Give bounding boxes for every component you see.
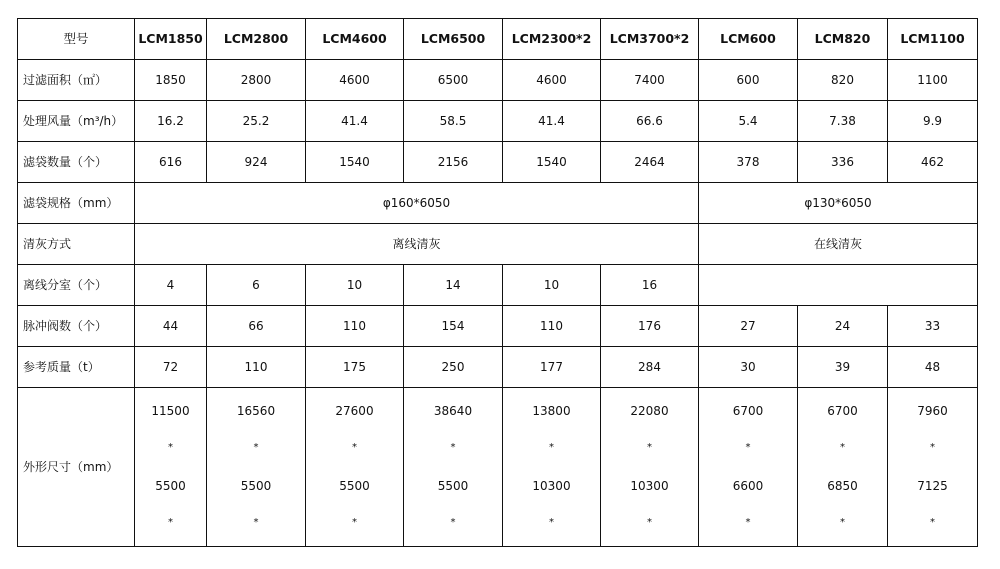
dimension-width: 10300 (630, 478, 669, 493)
model-cell: LCM3700*2 (601, 19, 699, 60)
table-cell: 175 (306, 347, 404, 388)
dimension-length: 6700 (732, 404, 764, 418)
dimension-separator: * (549, 442, 554, 454)
dimension-length: 13800 (532, 404, 571, 418)
spec-table (17, 18, 978, 547)
table-cell: 1100 (888, 60, 978, 101)
dimension-separator: * (450, 442, 456, 454)
table-cell: 6 (207, 265, 306, 306)
table-cell: 30 (699, 347, 798, 388)
table-cell: 176 (601, 306, 699, 347)
merged-cell: φ160*6050 (135, 183, 699, 224)
dimension-cell (888, 388, 978, 547)
row-label: 处理风量（m³/h） (18, 101, 135, 142)
dimension-separator: * (352, 442, 357, 454)
table-cell: 2464 (601, 142, 699, 183)
table-cell: 48 (888, 347, 978, 388)
dimension-separator: * (352, 516, 357, 528)
dimension-separator: * (168, 516, 173, 528)
table-cell: 10 (306, 265, 404, 306)
table-cell: 154 (404, 306, 503, 347)
table-cell: 66 (207, 306, 306, 347)
dimension-cell (699, 388, 798, 547)
model-cell: LCM600 (699, 19, 798, 60)
dimension-separator: * (840, 442, 845, 454)
table-cell: 44 (135, 306, 207, 347)
table-cell: 177 (503, 347, 601, 388)
dimension-width: 6850 (827, 478, 858, 493)
table-cell: 462 (888, 142, 978, 183)
dimension-separator: * (647, 516, 652, 528)
dimension-length: 38640 (433, 404, 473, 418)
row-label: 滤袋数量（个） (18, 142, 135, 183)
dimension-width: 10300 (532, 478, 571, 493)
table-cell: 2156 (404, 142, 503, 183)
table-cell: 7.38 (798, 101, 888, 142)
table-cell: 6500 (404, 60, 503, 101)
header-label: 型号 (18, 19, 135, 60)
dimension-length: 22080 (630, 404, 669, 418)
table-cell: 378 (699, 142, 798, 183)
dimension-length: 16560 (236, 404, 276, 418)
table-cell: 4 (135, 265, 207, 306)
dimension-cell (798, 388, 888, 547)
table-cell: 16.2 (135, 101, 207, 142)
dimension-separator: * (930, 516, 935, 528)
table-cell: 110 (306, 306, 404, 347)
table-cell: 820 (798, 60, 888, 101)
dimension-cell (503, 388, 601, 547)
dimension-separator: * (168, 442, 173, 454)
table-row (18, 224, 978, 265)
dimension-length: 7960 (917, 404, 948, 418)
table-row (18, 265, 978, 306)
table-row (18, 388, 978, 547)
table-cell: 33 (888, 306, 978, 347)
table-cell: 10 (503, 265, 601, 306)
table-cell: 24 (798, 306, 888, 347)
row-label: 离线分室（个） (18, 265, 135, 306)
dimension-separator: * (840, 516, 845, 528)
dimension-length: 27600 (335, 404, 374, 418)
model-cell: LCM4600 (306, 19, 404, 60)
model-cell: LCM820 (798, 19, 888, 60)
dimension-separator: * (930, 442, 935, 454)
dimension-cell (404, 388, 503, 547)
row-label: 滤袋规格（mm） (18, 183, 135, 224)
empty-cell (699, 265, 978, 306)
row-label: 清灰方式 (18, 224, 135, 265)
dimension-length: 11500 (151, 404, 190, 418)
table-cell: 1540 (503, 142, 601, 183)
dimension-width: 5500 (437, 478, 469, 493)
table-cell: 39 (798, 347, 888, 388)
table-cell: 14 (404, 265, 503, 306)
table-cell: 41.4 (503, 101, 601, 142)
table-row (18, 183, 978, 224)
table-cell: 250 (404, 347, 503, 388)
table-cell: 72 (135, 347, 207, 388)
dimension-cell (601, 388, 699, 547)
table-cell: 110 (503, 306, 601, 347)
dimension-width: 5500 (240, 478, 272, 493)
table-cell: 58.5 (404, 101, 503, 142)
dimension-separator: * (450, 516, 456, 528)
dimension-width: 5500 (155, 478, 186, 493)
table-row (18, 142, 978, 183)
table-cell: 284 (601, 347, 699, 388)
model-cell: LCM1850 (135, 19, 207, 60)
table-cell: 924 (207, 142, 306, 183)
dimension-cell (207, 388, 306, 547)
dimension-separator: * (745, 442, 751, 454)
table-cell: 336 (798, 142, 888, 183)
table-cell: 25.2 (207, 101, 306, 142)
row-label: 脉冲阀数（个） (18, 306, 135, 347)
dimension-separator: * (549, 516, 554, 528)
table-cell: 1540 (306, 142, 404, 183)
dimension-width: 5500 (339, 478, 370, 493)
table-cell: 616 (135, 142, 207, 183)
dimension-cell (135, 388, 207, 547)
table-cell: 41.4 (306, 101, 404, 142)
dimension-separator: * (253, 516, 259, 528)
row-label: 参考质量（t） (18, 347, 135, 388)
table-cell: 27 (699, 306, 798, 347)
dimension-width: 7125 (917, 478, 948, 493)
table-cell: 4600 (503, 60, 601, 101)
table-cell: 110 (207, 347, 306, 388)
table-row (18, 306, 978, 347)
dimension-separator: * (253, 442, 259, 454)
merged-cell: 离线清灰 (135, 224, 699, 265)
table-cell: 2800 (207, 60, 306, 101)
model-cell: LCM2300*2 (503, 19, 601, 60)
table-cell: 66.6 (601, 101, 699, 142)
dimension-separator: * (647, 442, 652, 454)
dimension-length: 6700 (827, 404, 858, 418)
model-cell: LCM6500 (404, 19, 503, 60)
row-label: 外形尺寸（mm） (18, 388, 135, 547)
table-row (18, 60, 978, 101)
table-cell: 1850 (135, 60, 207, 101)
dimension-width: 6600 (732, 478, 764, 493)
merged-cell: φ130*6050 (699, 183, 978, 224)
table-cell: 9.9 (888, 101, 978, 142)
row-label: 过滤面积（㎡） (18, 60, 135, 101)
table-cell: 7400 (601, 60, 699, 101)
dimension-cell (306, 388, 404, 547)
model-cell: LCM1100 (888, 19, 978, 60)
table-row (18, 347, 978, 388)
model-cell: LCM2800 (207, 19, 306, 60)
table-cell: 4600 (306, 60, 404, 101)
table-cell: 5.4 (699, 101, 798, 142)
dimension-separator: * (745, 516, 751, 528)
merged-cell: 在线清灰 (699, 224, 978, 265)
table-cell: 16 (601, 265, 699, 306)
table-cell: 600 (699, 60, 798, 101)
header-row (18, 19, 978, 60)
table-row (18, 101, 978, 142)
